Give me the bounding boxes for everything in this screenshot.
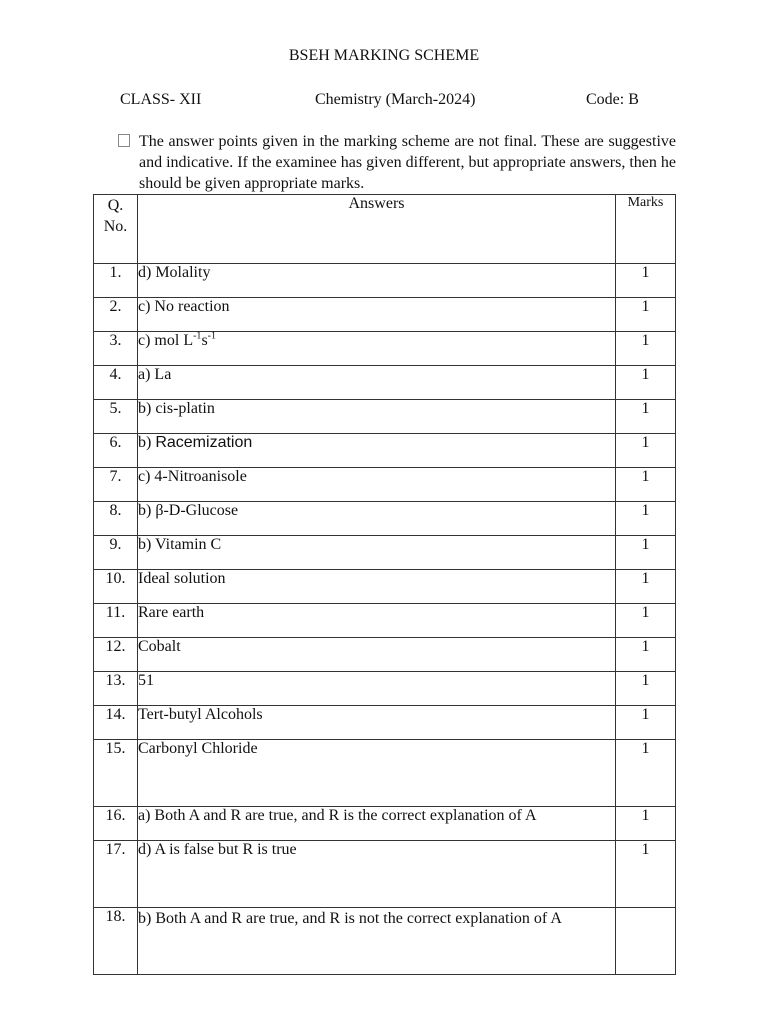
marks-value: 1: [616, 400, 676, 434]
answer-text: Cobalt: [138, 638, 616, 672]
marks-value: 1: [616, 672, 676, 706]
table-header-row: [94, 195, 676, 264]
marks-value: 1: [616, 638, 676, 672]
marks-value: 1: [616, 366, 676, 400]
table-row: [94, 298, 676, 332]
marks-value: 1: [616, 502, 676, 536]
question-number: 16.: [94, 807, 138, 841]
marks-value: [616, 908, 676, 975]
question-number: 4.: [94, 366, 138, 400]
answer-text: b) cis-platin: [138, 400, 616, 434]
question-number: 10.: [94, 570, 138, 604]
answer-text: b) Both A and R are true, and R is not the correct explanation of A: [138, 908, 616, 975]
table-row: [94, 536, 676, 570]
marks-value: 1: [616, 807, 676, 841]
superscript: -1: [207, 330, 217, 342]
class-label: CLASS- XII: [120, 91, 202, 108]
question-number: 1.: [94, 264, 138, 298]
answer-text: Tert-butyl Alcohols: [138, 706, 616, 740]
question-number: 14.: [94, 706, 138, 740]
answer-text-part: Racemization: [155, 434, 253, 451]
question-number: 9.: [94, 536, 138, 570]
answer-text: Rare earth: [138, 604, 616, 638]
question-number: 17.: [94, 841, 138, 908]
table-row: [94, 672, 676, 706]
subject-label: Chemistry (March-2024): [315, 91, 476, 108]
answer-text: [138, 332, 616, 366]
question-number: 7.: [94, 468, 138, 502]
marks-value: 1: [616, 604, 676, 638]
table-row: [94, 706, 676, 740]
answer-text: Ideal solution: [138, 570, 616, 604]
marks-value: 1: [616, 264, 676, 298]
table-row: [94, 502, 676, 536]
answer-text: c) No reaction: [138, 298, 616, 332]
table-row: [94, 434, 676, 468]
header-marks: Marks: [616, 195, 676, 264]
question-number: 15.: [94, 740, 138, 807]
page-title: BSEH MARKING SCHEME: [288, 47, 480, 64]
header-answers: Answers: [138, 195, 616, 264]
marks-value: 1: [616, 332, 676, 366]
bullet-box-icon: [118, 134, 130, 147]
table-row: [94, 264, 676, 298]
table-row: [94, 400, 676, 434]
answer-text-part: s: [201, 332, 208, 349]
superscript: -1: [193, 330, 202, 342]
question-number: 6.: [94, 434, 138, 468]
marks-value: 1: [616, 468, 676, 502]
table-row: [94, 638, 676, 672]
table-row: [94, 604, 676, 638]
question-number: 18.: [94, 908, 138, 975]
marks-value: 1: [616, 570, 676, 604]
question-number: 3.: [94, 332, 138, 366]
answer-text: 51: [138, 672, 616, 706]
marks-value: 1: [616, 841, 676, 908]
table-row: [94, 807, 676, 841]
code-label: Code: B: [586, 91, 639, 108]
note-text: The answer points given in the marking scheme are not final. These are suggestive and indicative. If the examinee has given different, but appropriate answers, then he should be given appropriate marks.: [139, 133, 676, 192]
answer-text: a) La: [138, 366, 616, 400]
answer-text: d) A is false but R is true: [138, 841, 616, 908]
table-row: [94, 740, 676, 807]
table-row: [94, 468, 676, 502]
question-number: 2.: [94, 298, 138, 332]
table-row: [94, 908, 676, 975]
answer-text: b) Vitamin C: [138, 536, 616, 570]
table-row: [94, 570, 676, 604]
answer-text: a) Both A and R are true, and R is the correct explanation of A: [138, 807, 616, 841]
marking-scheme-table: [93, 194, 676, 975]
answer-text: c) 4-Nitroanisole: [138, 468, 616, 502]
marks-value: 1: [616, 434, 676, 468]
answer-text-part: c) mol L: [138, 332, 194, 349]
marks-value: 1: [616, 706, 676, 740]
answer-text: d) Molality: [138, 264, 616, 298]
answer-text: Carbonyl Chloride: [138, 740, 616, 807]
question-number: 12.: [94, 638, 138, 672]
question-number: 13.: [94, 672, 138, 706]
question-number: 5.: [94, 400, 138, 434]
marks-value: 1: [616, 536, 676, 570]
answer-text: b) β-D-Glucose: [138, 502, 616, 536]
table-row: [94, 841, 676, 908]
note-paragraph: [118, 131, 676, 194]
table-row: [94, 332, 676, 366]
answer-text: [138, 434, 616, 468]
table-row: [94, 366, 676, 400]
marks-value: 1: [616, 298, 676, 332]
question-number: 11.: [94, 604, 138, 638]
question-number: 8.: [94, 502, 138, 536]
answer-text-part: b): [138, 434, 156, 451]
header-qno: Q. No.: [94, 195, 138, 264]
marks-value: 1: [616, 740, 676, 807]
